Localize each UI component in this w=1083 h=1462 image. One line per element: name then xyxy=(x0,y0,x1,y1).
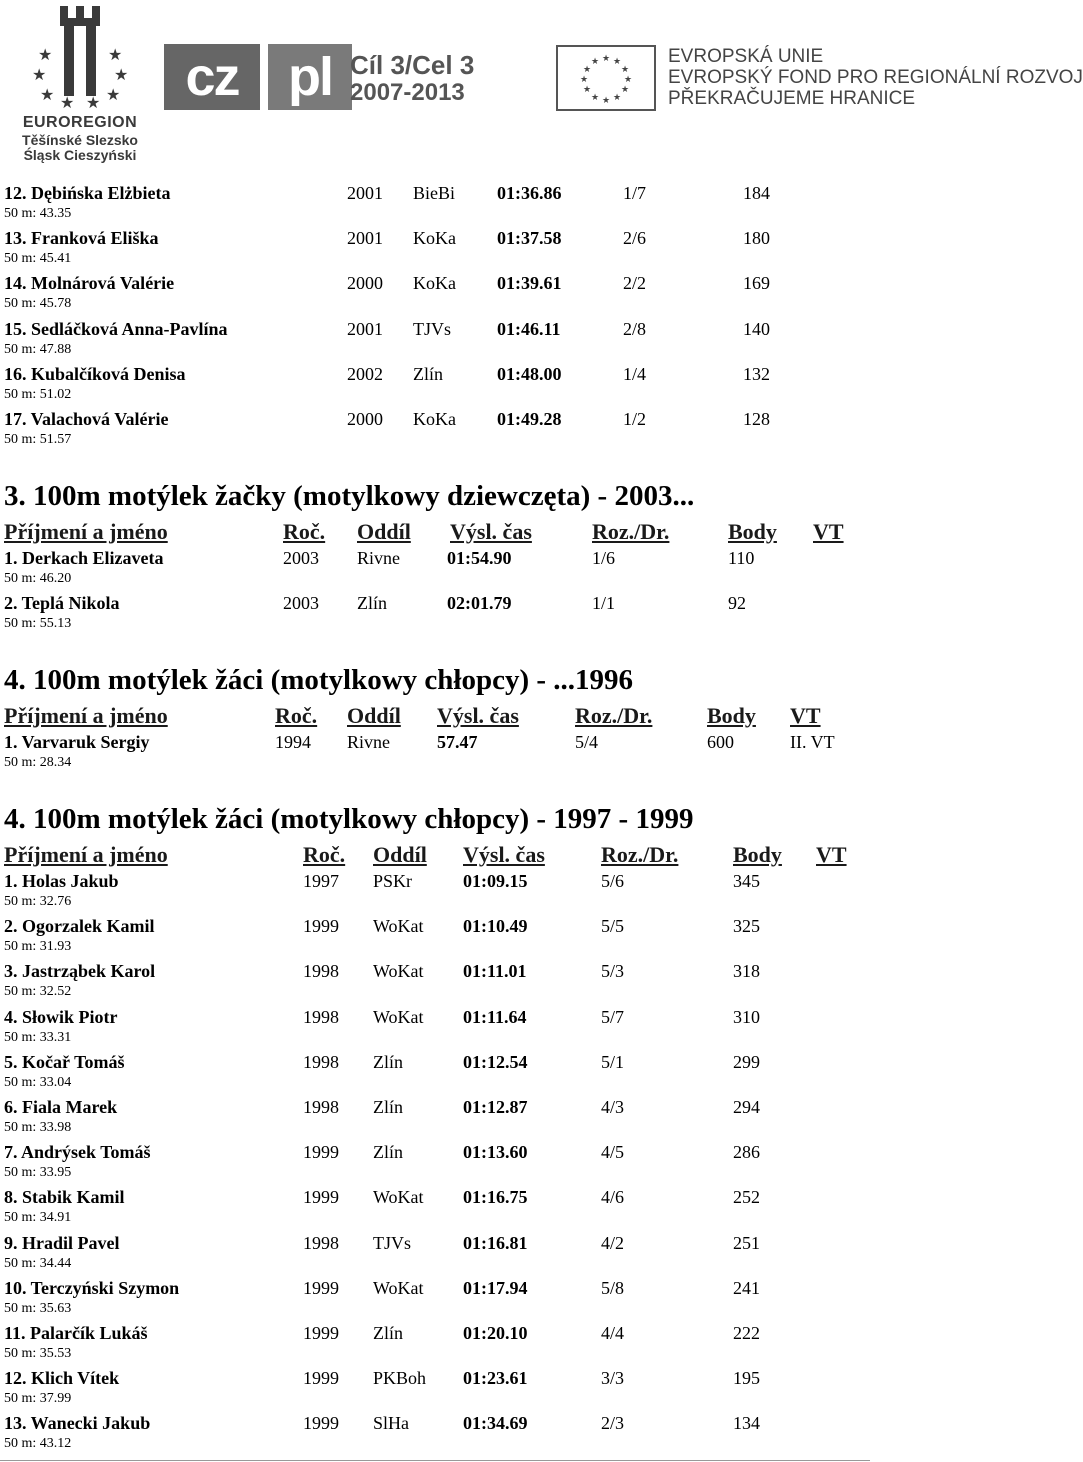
result-points: 600 xyxy=(707,732,734,752)
result-row xyxy=(0,916,960,942)
svg-text:★: ★ xyxy=(601,96,611,106)
result-year: 1999 xyxy=(303,1187,339,1208)
result-heat: 4/2 xyxy=(601,1232,625,1253)
result-points: 251 xyxy=(733,1232,760,1253)
result-club: KoKa xyxy=(413,273,456,294)
result-year: 1997 xyxy=(303,871,339,891)
svg-text:★: ★ xyxy=(38,45,53,64)
column-header-club: Oddíl xyxy=(373,842,427,867)
result-club: Rivne xyxy=(357,548,400,568)
result-time: 01:34.69 xyxy=(463,1413,528,1434)
result-row xyxy=(0,593,960,619)
result-club: Zlín xyxy=(373,1097,403,1117)
result-row xyxy=(0,364,960,390)
result-name: 8. Stabik Kamil xyxy=(4,1187,125,1208)
result-heat: 2/6 xyxy=(623,228,647,249)
result-name: 1. Derkach Elizaveta xyxy=(4,548,164,568)
svg-text:★: ★ xyxy=(623,75,633,85)
result-points: 294 xyxy=(733,1097,760,1117)
result-row xyxy=(0,273,960,299)
result-club: Rivne xyxy=(347,732,390,752)
page-bottom-rule xyxy=(0,1460,870,1461)
result-name: 12. Dębińska Elżbieta xyxy=(4,183,171,203)
goal-label xyxy=(350,52,474,106)
result-name: 11. Palarčík Lukáš xyxy=(4,1323,148,1343)
column-header-time: Výsl. čas xyxy=(437,703,519,728)
result-points: 252 xyxy=(733,1187,760,1208)
period-text: 2007-2013 xyxy=(350,79,465,106)
result-name: 15. Sedláčková Anna-Pavlína xyxy=(4,318,228,339)
split-time: 50 m: 47.88 xyxy=(4,341,72,357)
euroregion-title: EUROREGION xyxy=(22,114,138,131)
result-time: 01:54.90 xyxy=(447,548,512,568)
result-club: Zlín xyxy=(373,1142,403,1163)
result-name: 13. Wanecki Jakub xyxy=(4,1413,151,1434)
result-club: WoKat xyxy=(373,961,424,982)
svg-text:★: ★ xyxy=(114,65,129,84)
result-heat: 5/4 xyxy=(575,732,599,752)
result-year: 1999 xyxy=(303,1277,339,1298)
cz-tile: cz xyxy=(164,44,260,110)
result-time: 01:20.10 xyxy=(463,1323,528,1343)
result-club: Zlín xyxy=(413,363,443,384)
result-points: 92 xyxy=(728,593,746,614)
result-club: PSKr xyxy=(373,871,413,891)
euroregion-logo xyxy=(10,4,140,164)
eu-line-3: PŘEKRAČUJEME HRANICE xyxy=(668,88,916,109)
column-header-row xyxy=(0,703,960,731)
result-name: 3. Jastrząbek Karol xyxy=(4,961,156,982)
result-year: 2003 xyxy=(283,593,319,614)
result-name: 4. Słowik Piotr xyxy=(4,1006,118,1027)
eu-fund-text xyxy=(668,46,1083,109)
column-header-name: Příjmení a jméno xyxy=(4,842,168,867)
split-time: 50 m: 33.04 xyxy=(4,1074,72,1090)
svg-text:★: ★ xyxy=(590,93,600,103)
result-year: 1999 xyxy=(303,1323,339,1343)
result-heat: 4/5 xyxy=(601,1142,625,1163)
split-time: 50 m: 51.02 xyxy=(4,386,72,402)
result-time: 01:11.64 xyxy=(463,1006,527,1027)
result-heat: 1/6 xyxy=(592,548,616,568)
result-heat: 2/8 xyxy=(623,318,647,339)
column-header-row xyxy=(0,519,960,547)
result-row xyxy=(0,732,960,758)
column-header-time: Výsl. čas xyxy=(450,519,532,544)
result-points: 318 xyxy=(733,961,760,982)
result-time: 01:10.49 xyxy=(463,916,528,937)
result-year: 2001 xyxy=(347,318,383,339)
result-row xyxy=(0,1097,960,1123)
result-year: 2000 xyxy=(347,409,383,429)
result-club: WoKat xyxy=(373,1187,424,1208)
result-row xyxy=(0,1413,960,1439)
split-time: 50 m: 34.91 xyxy=(4,1210,72,1226)
result-row xyxy=(0,1278,960,1304)
result-club: Zlín xyxy=(357,593,387,614)
result-year: 1998 xyxy=(303,1006,339,1027)
result-row xyxy=(0,1368,960,1394)
result-year: 1998 xyxy=(303,1097,339,1117)
split-time: 50 m: 33.95 xyxy=(4,1165,72,1181)
split-time: 50 m: 51.57 xyxy=(4,432,72,447)
result-time: 01:49.28 xyxy=(497,409,562,429)
result-time: 01:12.87 xyxy=(463,1097,528,1117)
result-points: 134 xyxy=(733,1413,760,1434)
section-title: 4. 100m motýlek žáci (motylkowy chłopcy) - 1997 - 1999 xyxy=(4,803,694,835)
svg-text:★: ★ xyxy=(106,85,121,104)
split-time: 50 m: 37.99 xyxy=(4,1391,72,1407)
svg-text:★: ★ xyxy=(620,85,630,95)
result-heat: 2/3 xyxy=(601,1413,625,1434)
column-header-points: Body xyxy=(707,703,756,728)
column-header-heat: Roz./Dr. xyxy=(592,519,670,544)
result-time: 01:13.60 xyxy=(463,1142,528,1163)
result-name: 13. Franková Eliška xyxy=(4,228,159,249)
column-header-points: Body xyxy=(728,519,777,544)
column-header-name: Příjmení a jméno xyxy=(4,519,168,544)
svg-text:★: ★ xyxy=(612,57,622,67)
result-heat: 5/1 xyxy=(601,1051,625,1072)
result-time: 01:39.61 xyxy=(497,273,562,294)
svg-text:★: ★ xyxy=(601,54,611,64)
result-row xyxy=(0,1323,960,1349)
column-header-points: Body xyxy=(733,842,782,867)
column-header-heat: Roz./Dr. xyxy=(575,703,653,728)
result-club: BieBi xyxy=(413,183,456,203)
column-header-time: Výsl. čas xyxy=(463,842,545,867)
result-points: 286 xyxy=(733,1142,760,1163)
column-header-club: Oddíl xyxy=(357,519,411,544)
result-heat: 5/3 xyxy=(601,961,625,982)
result-row xyxy=(0,1233,960,1259)
result-points: 195 xyxy=(733,1368,760,1389)
column-header-year: Roč. xyxy=(283,519,326,544)
result-points: 299 xyxy=(733,1051,760,1072)
column-header-class: VT xyxy=(816,842,847,867)
result-club: Zlín xyxy=(373,1051,403,1072)
eu-flag-icon xyxy=(556,45,656,111)
result-year: 2000 xyxy=(347,273,383,294)
result-row xyxy=(0,1187,960,1213)
split-time: 50 m: 43.12 xyxy=(4,1436,72,1452)
result-name: 17. Valachová Valérie xyxy=(4,409,169,429)
result-row xyxy=(0,1142,960,1168)
result-heat: 4/3 xyxy=(601,1097,625,1117)
result-club: WoKat xyxy=(373,1006,424,1027)
result-year: 2003 xyxy=(283,548,319,568)
result-time: 01:37.58 xyxy=(497,228,562,249)
result-heat: 4/4 xyxy=(601,1323,625,1343)
result-time: 57.47 xyxy=(437,732,478,752)
result-name: 16. Kubalčíková Denisa xyxy=(4,363,186,384)
result-year: 1999 xyxy=(303,1142,339,1163)
result-heat: 5/7 xyxy=(601,1006,625,1027)
result-points: 345 xyxy=(733,871,760,891)
eu-line-1: EVROPSKÁ UNIE xyxy=(668,46,824,67)
result-name: 14. Molnárová Valérie xyxy=(4,273,175,294)
split-time: 50 m: 55.13 xyxy=(4,616,72,632)
svg-text:★: ★ xyxy=(108,45,123,64)
result-points: 325 xyxy=(733,916,760,937)
split-time: 50 m: 28.34 xyxy=(4,755,72,770)
column-header-year: Roč. xyxy=(275,703,318,728)
column-header-row xyxy=(0,842,960,870)
result-time: 01:09.15 xyxy=(463,871,528,891)
result-points: 169 xyxy=(743,273,770,294)
section-title: 4. 100m motýlek žáci (motylkowy chłopcy) - ...1996 xyxy=(4,664,634,696)
svg-text:★: ★ xyxy=(60,93,75,112)
svg-text:★: ★ xyxy=(590,57,600,67)
result-name: 7. Andrýsek Tomáš xyxy=(4,1142,151,1163)
result-row xyxy=(0,1007,960,1033)
column-header-class: VT xyxy=(813,519,844,544)
result-heat: 1/4 xyxy=(623,363,647,384)
result-heat: 5/5 xyxy=(601,916,625,937)
result-year: 1999 xyxy=(303,1413,339,1434)
result-club: Zlín xyxy=(373,1323,403,1343)
result-time: 02:01.79 xyxy=(447,593,512,614)
column-header-club: Oddíl xyxy=(347,703,401,728)
result-row xyxy=(0,183,960,209)
result-time: 01:12.54 xyxy=(463,1051,528,1072)
result-time: 01:46.11 xyxy=(497,318,561,339)
result-heat: 1/1 xyxy=(592,593,616,614)
result-name: 6. Fiala Marek xyxy=(4,1097,118,1117)
split-time: 50 m: 33.31 xyxy=(4,1029,72,1045)
result-time: 01:36.86 xyxy=(497,183,562,203)
euroregion-subtitle-cz: Těšínské Slezsko xyxy=(22,132,138,148)
svg-text:★: ★ xyxy=(582,65,592,75)
result-points: 241 xyxy=(733,1277,760,1298)
svg-text:★: ★ xyxy=(579,75,589,85)
result-time: 01:48.00 xyxy=(497,363,562,384)
result-name: 1. Holas Jakub xyxy=(4,871,119,891)
result-heat: 4/6 xyxy=(601,1187,625,1208)
result-heat: 1/2 xyxy=(623,409,647,429)
result-club: WoKat xyxy=(373,1277,424,1298)
pl-tile: pl xyxy=(268,44,352,110)
split-time: 50 m: 34.44 xyxy=(4,1255,72,1271)
result-heat: 1/7 xyxy=(623,183,647,203)
column-header-heat: Roz./Dr. xyxy=(601,842,679,867)
result-club: KoKa xyxy=(413,228,456,249)
result-time: 01:11.01 xyxy=(463,961,527,982)
svg-text:★: ★ xyxy=(612,93,622,103)
svg-text:★: ★ xyxy=(32,65,47,84)
result-heat: 2/2 xyxy=(623,273,647,294)
result-year: 1998 xyxy=(303,961,339,982)
result-year: 2002 xyxy=(347,363,383,384)
result-row xyxy=(0,548,960,574)
result-year: 2001 xyxy=(347,183,383,203)
result-heat: 3/3 xyxy=(601,1368,625,1389)
split-time: 50 m: 43.35 xyxy=(4,206,72,221)
goal-text: Cíl 3/Cel 3 xyxy=(350,50,475,80)
result-club: TJVs xyxy=(413,318,452,339)
column-header-class: VT xyxy=(790,703,821,728)
result-name: 12. Klich Vítek xyxy=(4,1368,120,1389)
split-time: 50 m: 31.93 xyxy=(4,939,72,955)
result-year: 2001 xyxy=(347,228,383,249)
result-time: 01:16.81 xyxy=(463,1232,528,1253)
page-header xyxy=(0,0,1083,170)
result-year: 1998 xyxy=(303,1051,339,1072)
column-header-year: Roč. xyxy=(303,842,346,867)
split-time: 50 m: 32.76 xyxy=(4,894,72,909)
result-club: PKBoh xyxy=(373,1368,427,1389)
result-year: 1999 xyxy=(303,1368,339,1389)
eu-line-2: EVROPSKÝ FOND PRO REGIONÁLNÍ ROZVOJ xyxy=(668,67,1083,88)
split-time: 50 m: 35.63 xyxy=(4,1300,72,1316)
result-heat: 5/8 xyxy=(601,1277,625,1298)
result-year: 1998 xyxy=(303,1232,339,1253)
result-time: 01:17.94 xyxy=(463,1277,528,1298)
result-points: 110 xyxy=(728,548,755,568)
svg-text:★: ★ xyxy=(40,85,55,104)
result-name: 2. Teplá Nikola xyxy=(4,593,120,614)
split-time: 50 m: 35.53 xyxy=(4,1346,72,1361)
result-name: 9. Hradil Pavel xyxy=(4,1232,120,1253)
result-club: TJVs xyxy=(373,1232,412,1253)
svg-text:★: ★ xyxy=(86,93,101,112)
svg-text:★: ★ xyxy=(620,65,630,75)
split-time: 50 m: 32.52 xyxy=(4,984,72,1000)
result-row xyxy=(0,228,960,254)
result-time: 01:16.75 xyxy=(463,1187,528,1208)
result-row xyxy=(0,319,960,345)
result-points: 180 xyxy=(743,228,770,249)
section-title: 3. 100m motýlek žačky (motylkowy dziewczęta) - 2003... xyxy=(4,480,695,512)
result-class: II. VT xyxy=(790,732,835,752)
result-row xyxy=(0,409,960,435)
result-points: 128 xyxy=(743,409,770,429)
result-year: 1994 xyxy=(275,732,311,752)
result-name: 10. Terczyński Szymon xyxy=(4,1277,180,1298)
result-points: 132 xyxy=(743,363,770,384)
castle-tower-icon xyxy=(30,4,130,114)
result-club: KoKa xyxy=(413,409,456,429)
result-points: 222 xyxy=(733,1323,760,1343)
result-points: 310 xyxy=(733,1006,760,1027)
result-club: SlHa xyxy=(373,1413,409,1434)
result-points: 140 xyxy=(743,318,770,339)
result-year: 1999 xyxy=(303,916,339,937)
result-row xyxy=(0,961,960,987)
result-heat: 5/6 xyxy=(601,871,625,891)
split-time: 50 m: 45.78 xyxy=(4,296,72,312)
result-club: WoKat xyxy=(373,916,424,937)
result-name: 2. Ogorzalek Kamil xyxy=(4,916,155,937)
result-name: 5. Kočař Tomáš xyxy=(4,1051,125,1072)
result-time: 01:23.61 xyxy=(463,1368,528,1389)
split-time: 50 m: 45.41 xyxy=(4,251,72,267)
result-name: 1. Varvaruk Sergiy xyxy=(4,732,150,752)
split-time: 50 m: 33.98 xyxy=(4,1120,72,1135)
euroregion-subtitle-pl: Śląsk Cieszyński xyxy=(23,147,137,163)
result-row xyxy=(0,871,960,897)
result-points: 184 xyxy=(743,183,770,203)
split-time: 50 m: 46.20 xyxy=(4,571,72,586)
result-row xyxy=(0,1052,960,1078)
column-header-name: Příjmení a jméno xyxy=(4,703,168,728)
svg-text:★: ★ xyxy=(582,85,592,95)
